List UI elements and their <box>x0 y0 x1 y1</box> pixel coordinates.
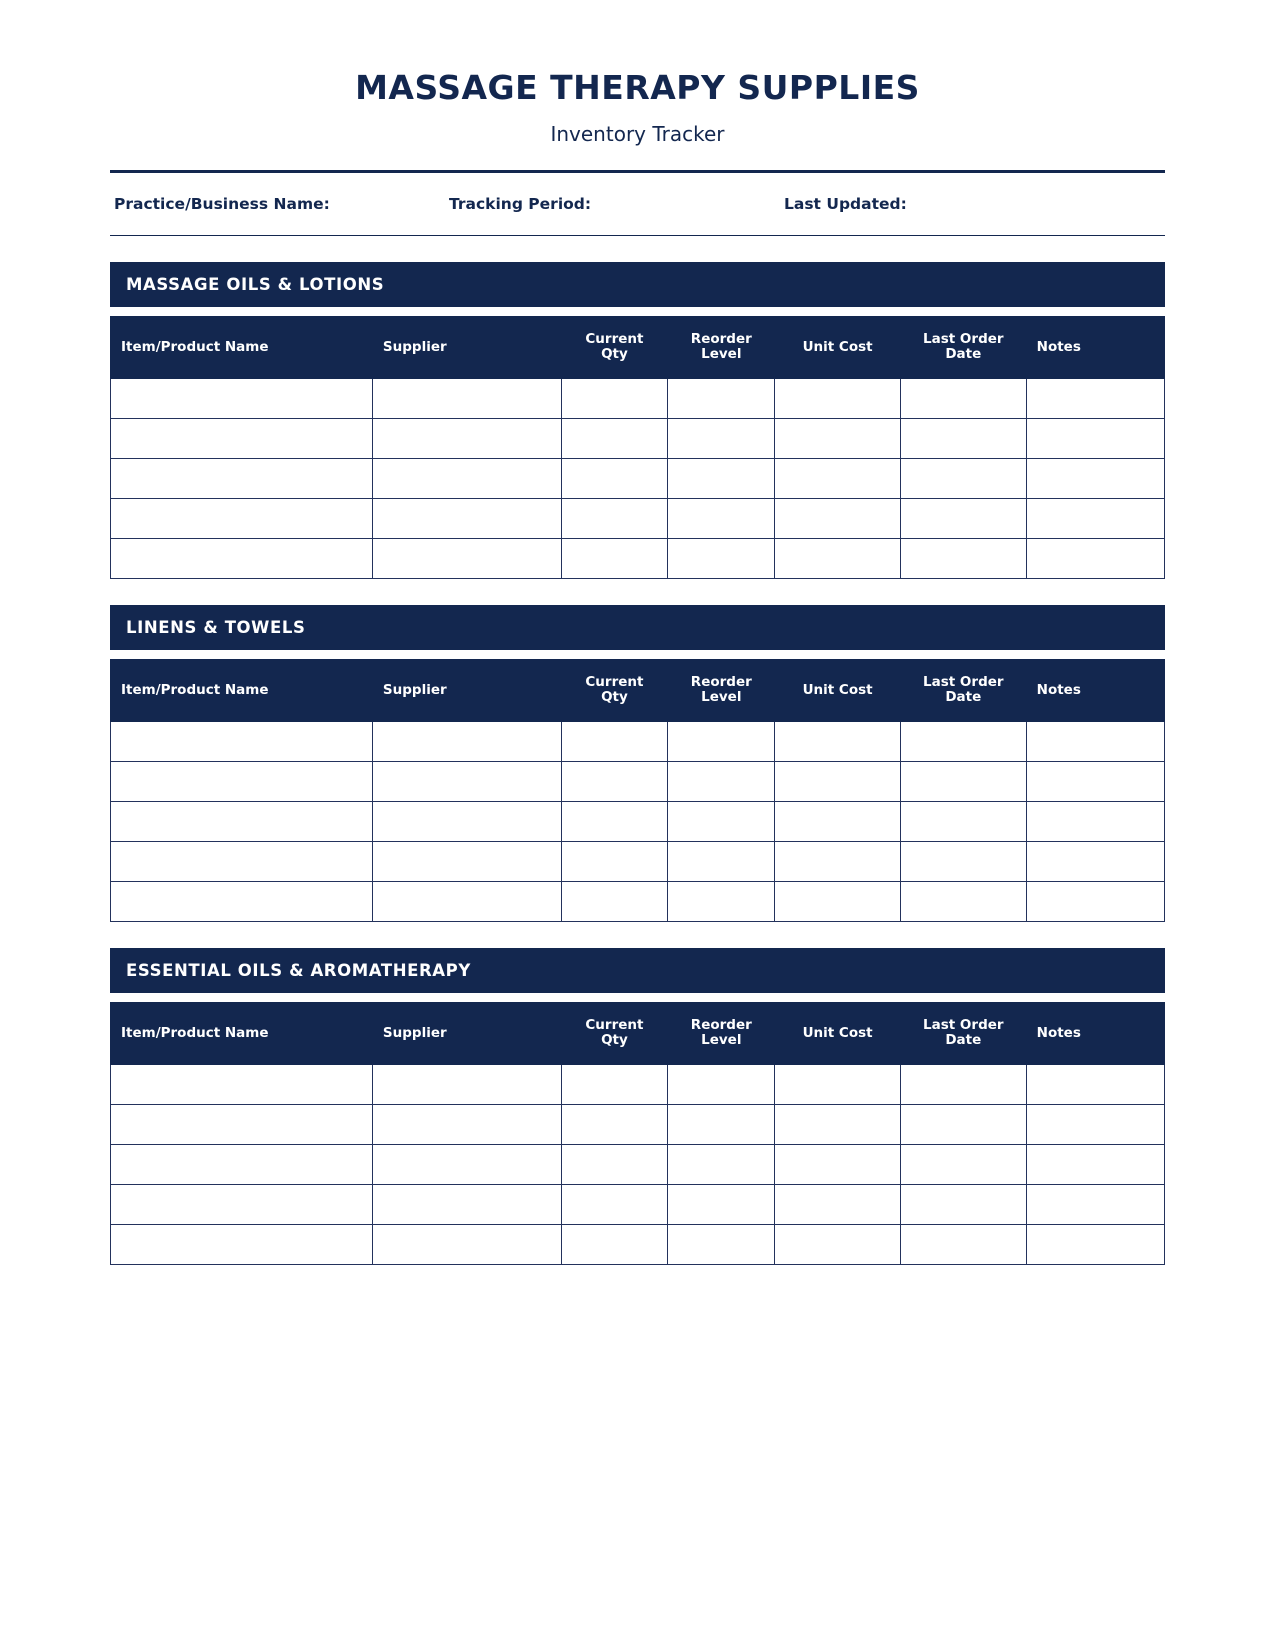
cell-last-order-date[interactable] <box>900 841 1026 881</box>
column-header-last-order-date-line: Date <box>945 689 982 706</box>
inventory-table <box>110 1002 1165 1265</box>
inventory-section <box>110 948 1165 1265</box>
cell-notes[interactable] <box>1026 538 1164 578</box>
section-title: ESSENTIAL OILS & AROMATHERAPY <box>110 948 1165 993</box>
table-row <box>111 1064 1165 1104</box>
cell-last-order-date[interactable] <box>900 498 1026 538</box>
table-row <box>111 458 1165 498</box>
cell-reorder-level[interactable] <box>668 1104 775 1144</box>
cell-unit-cost[interactable] <box>775 721 901 761</box>
cell-unit-cost[interactable] <box>775 841 901 881</box>
cell-item[interactable] <box>111 458 373 498</box>
column-header-reorder-level-line: Level <box>701 1032 742 1049</box>
tracking-period-label: Tracking Period: <box>449 194 592 213</box>
cell-unit-cost[interactable] <box>775 1184 901 1224</box>
column-header-last-order-date-line: Last Order <box>923 673 1004 690</box>
cell-notes[interactable] <box>1026 378 1164 418</box>
cell-unit-cost[interactable] <box>775 1224 901 1264</box>
cell-unit-cost[interactable] <box>775 418 901 458</box>
cell-item[interactable] <box>111 1104 373 1144</box>
column-header-unit-cost: Unit Cost <box>775 659 901 721</box>
cell-last-order-date[interactable] <box>900 418 1026 458</box>
cell-notes[interactable] <box>1026 1184 1164 1224</box>
column-header-reorder-level <box>668 659 775 721</box>
cell-supplier[interactable] <box>372 1064 561 1104</box>
column-header-current-qty-line: Current <box>585 330 644 347</box>
cell-current-qty[interactable] <box>561 378 668 418</box>
column-header-reorder-level-line: Reorder <box>690 1016 752 1033</box>
table-header-row <box>111 1002 1165 1064</box>
cell-unit-cost[interactable] <box>775 498 901 538</box>
table-row <box>111 841 1165 881</box>
column-header-reorder-level-line: Reorder <box>690 330 752 347</box>
cell-current-qty[interactable] <box>561 841 668 881</box>
cell-current-qty[interactable] <box>561 458 668 498</box>
cell-current-qty[interactable] <box>561 1104 668 1144</box>
table-row <box>111 1184 1165 1224</box>
cell-notes[interactable] <box>1026 841 1164 881</box>
table-row <box>111 1144 1165 1184</box>
cell-item[interactable] <box>111 1144 373 1184</box>
cell-supplier[interactable] <box>372 1184 561 1224</box>
cell-last-order-date[interactable] <box>900 458 1026 498</box>
cell-notes[interactable] <box>1026 418 1164 458</box>
cell-unit-cost[interactable] <box>775 538 901 578</box>
cell-item[interactable] <box>111 418 373 458</box>
table-row <box>111 881 1165 921</box>
cell-last-order-date[interactable] <box>900 801 1026 841</box>
inventory-table <box>110 659 1165 922</box>
cell-current-qty[interactable] <box>561 418 668 458</box>
cell-notes[interactable] <box>1026 1064 1164 1104</box>
cell-unit-cost[interactable] <box>775 378 901 418</box>
column-header-item: Item/Product Name <box>111 1002 373 1064</box>
cell-unit-cost[interactable] <box>775 1104 901 1144</box>
cell-notes[interactable] <box>1026 1224 1164 1264</box>
cell-reorder-level[interactable] <box>668 498 775 538</box>
table-row <box>111 721 1165 761</box>
cell-unit-cost[interactable] <box>775 761 901 801</box>
column-header-item: Item/Product Name <box>111 316 373 378</box>
inventory-table <box>110 316 1165 579</box>
cell-item[interactable] <box>111 1224 373 1264</box>
column-header-current-qty-line: Current <box>585 673 644 690</box>
cell-reorder-level[interactable] <box>668 761 775 801</box>
section-title: MASSAGE OILS & LOTIONS <box>110 262 1165 307</box>
cell-last-order-date[interactable] <box>900 1144 1026 1184</box>
cell-notes[interactable] <box>1026 881 1164 921</box>
column-header-reorder-level-line: Reorder <box>690 673 752 690</box>
cell-reorder-level[interactable] <box>668 721 775 761</box>
column-header-supplier: Supplier <box>372 1002 561 1064</box>
cell-last-order-date[interactable] <box>900 1064 1026 1104</box>
cell-last-order-date[interactable] <box>900 761 1026 801</box>
cell-supplier[interactable] <box>372 378 561 418</box>
cell-reorder-level[interactable] <box>668 1144 775 1184</box>
column-header-supplier: Supplier <box>372 316 561 378</box>
cell-reorder-level[interactable] <box>668 378 775 418</box>
column-header-current-qty-line: Qty <box>601 689 628 706</box>
cell-supplier[interactable] <box>372 841 561 881</box>
cell-supplier[interactable] <box>372 1104 561 1144</box>
cell-unit-cost[interactable] <box>775 1064 901 1104</box>
cell-reorder-level[interactable] <box>668 1064 775 1104</box>
column-header-notes: Notes <box>1026 1002 1164 1064</box>
inventory-section <box>110 605 1165 922</box>
column-header-current-qty <box>561 659 668 721</box>
cell-item[interactable] <box>111 1064 373 1104</box>
cell-supplier[interactable] <box>372 1224 561 1264</box>
cell-notes[interactable] <box>1026 498 1164 538</box>
column-header-last-order-date <box>900 316 1026 378</box>
cell-notes[interactable] <box>1026 1104 1164 1144</box>
cell-last-order-date[interactable] <box>900 538 1026 578</box>
cell-current-qty[interactable] <box>561 1144 668 1184</box>
table-row <box>111 498 1165 538</box>
column-header-reorder-level <box>668 316 775 378</box>
meta-row <box>110 173 1165 236</box>
sections-container <box>110 262 1165 1265</box>
cell-notes[interactable] <box>1026 1144 1164 1184</box>
cell-reorder-level[interactable] <box>668 841 775 881</box>
cell-reorder-level[interactable] <box>668 1224 775 1264</box>
column-header-current-qty-line: Current <box>585 1016 644 1033</box>
cell-reorder-level[interactable] <box>668 538 775 578</box>
column-header-last-order-date-line: Date <box>945 1032 982 1049</box>
column-header-last-order-date-line: Date <box>945 346 982 363</box>
column-header-last-order-date <box>900 1002 1026 1064</box>
table-row <box>111 418 1165 458</box>
table-row <box>111 538 1165 578</box>
page-subtitle: Inventory Tracker <box>550 121 725 146</box>
column-header-reorder-level-line: Level <box>701 346 742 363</box>
column-header-unit-cost: Unit Cost <box>775 316 901 378</box>
cell-last-order-date[interactable] <box>900 881 1026 921</box>
table-row <box>111 1224 1165 1264</box>
cell-item[interactable] <box>111 801 373 841</box>
cell-supplier[interactable] <box>372 418 561 458</box>
column-header-notes: Notes <box>1026 316 1164 378</box>
cell-last-order-date[interactable] <box>900 378 1026 418</box>
cell-item[interactable] <box>111 721 373 761</box>
cell-unit-cost[interactable] <box>775 1144 901 1184</box>
last-updated-label: Last Updated: <box>784 194 907 213</box>
table-row <box>111 761 1165 801</box>
cell-notes[interactable] <box>1026 761 1164 801</box>
cell-reorder-level[interactable] <box>668 418 775 458</box>
cell-unit-cost[interactable] <box>775 801 901 841</box>
column-header-current-qty-line: Qty <box>601 1032 628 1049</box>
cell-reorder-level[interactable] <box>668 458 775 498</box>
cell-reorder-level[interactable] <box>668 881 775 921</box>
table-row <box>111 1104 1165 1144</box>
practice-name-label: Practice/Business Name: <box>114 194 330 213</box>
cell-item[interactable] <box>111 498 373 538</box>
cell-reorder-level[interactable] <box>668 1184 775 1224</box>
cell-supplier[interactable] <box>372 498 561 538</box>
cell-supplier[interactable] <box>372 801 561 841</box>
column-header-reorder-level <box>668 1002 775 1064</box>
cell-notes[interactable] <box>1026 721 1164 761</box>
table-header-row <box>111 659 1165 721</box>
inventory-section <box>110 262 1165 579</box>
column-header-current-qty <box>561 1002 668 1064</box>
cell-current-qty[interactable] <box>561 761 668 801</box>
cell-last-order-date[interactable] <box>900 721 1026 761</box>
cell-current-qty[interactable] <box>561 1184 668 1224</box>
table-row <box>111 801 1165 841</box>
cell-current-qty[interactable] <box>561 801 668 841</box>
table-row <box>111 378 1165 418</box>
cell-current-qty[interactable] <box>561 538 668 578</box>
column-header-last-order-date-line: Last Order <box>923 330 1004 347</box>
cell-current-qty[interactable] <box>561 1224 668 1264</box>
cell-supplier[interactable] <box>372 721 561 761</box>
cell-current-qty[interactable] <box>561 881 668 921</box>
cell-notes[interactable] <box>1026 458 1164 498</box>
cell-reorder-level[interactable] <box>668 801 775 841</box>
cell-unit-cost[interactable] <box>775 881 901 921</box>
cell-current-qty[interactable] <box>561 721 668 761</box>
column-header-reorder-level-line: Level <box>701 689 742 706</box>
page-title: MASSAGE THERAPY SUPPLIES <box>355 68 920 107</box>
column-header-item: Item/Product Name <box>111 659 373 721</box>
cell-current-qty[interactable] <box>561 1064 668 1104</box>
cell-supplier[interactable] <box>372 881 561 921</box>
cell-supplier[interactable] <box>372 458 561 498</box>
column-header-last-order-date <box>900 659 1026 721</box>
cell-item[interactable] <box>111 538 373 578</box>
column-header-notes: Notes <box>1026 659 1164 721</box>
column-header-unit-cost: Unit Cost <box>775 1002 901 1064</box>
cell-last-order-date[interactable] <box>900 1184 1026 1224</box>
cell-last-order-date[interactable] <box>900 1224 1026 1264</box>
cell-unit-cost[interactable] <box>775 458 901 498</box>
cell-item[interactable] <box>111 378 373 418</box>
cell-current-qty[interactable] <box>561 498 668 538</box>
cell-supplier[interactable] <box>372 761 561 801</box>
column-header-supplier: Supplier <box>372 659 561 721</box>
cell-item[interactable] <box>111 881 373 921</box>
table-header-row <box>111 316 1165 378</box>
cell-item[interactable] <box>111 841 373 881</box>
column-header-current-qty-line: Qty <box>601 346 628 363</box>
cell-item[interactable] <box>111 1184 373 1224</box>
cell-supplier[interactable] <box>372 538 561 578</box>
column-header-last-order-date-line: Last Order <box>923 1016 1004 1033</box>
column-header-current-qty <box>561 316 668 378</box>
section-title: LINENS & TOWELS <box>110 605 1165 650</box>
cell-last-order-date[interactable] <box>900 1104 1026 1144</box>
cell-notes[interactable] <box>1026 801 1164 841</box>
cell-supplier[interactable] <box>372 1144 561 1184</box>
cell-item[interactable] <box>111 761 373 801</box>
